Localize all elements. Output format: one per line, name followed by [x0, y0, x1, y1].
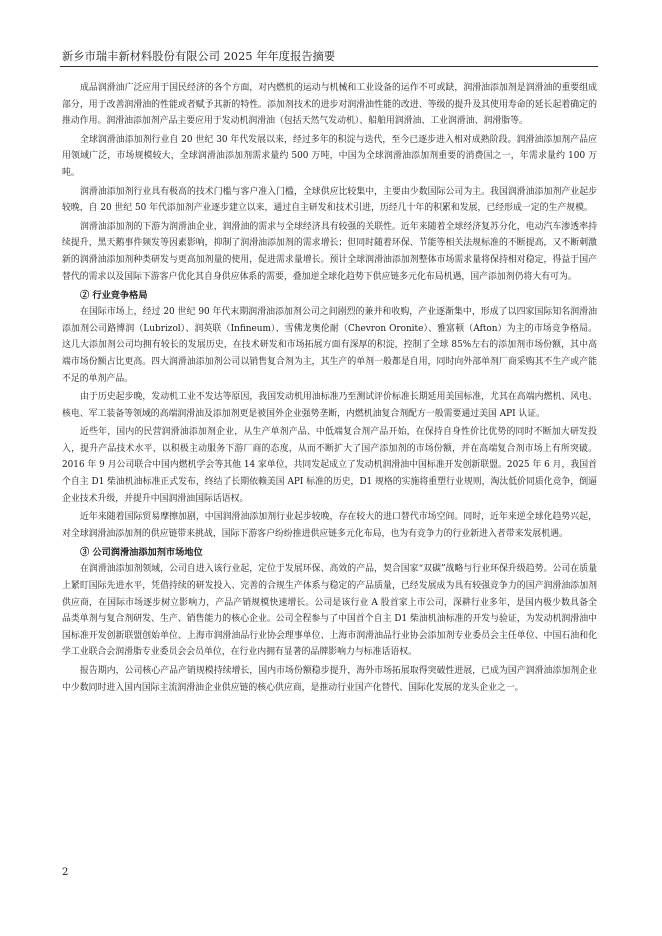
paragraph-international-market: 在国际市场上，经过 20 世纪 90 年代末期润滑油添加剂公司之间剧烈的兼并和收购，产业逐渐集中，形成了以四家国际知名润滑油添加剂公司路博润（Lubrizol）、润英联（Infineum）、雪佛龙奥伦耐（Chevron Oronite）、雅富顿（Afton）为主的市场竞争格局。这几大添加剂公司均拥有较长的发展历史，在技术研发和市场拓展方面有深厚的积淀，控制了全球 85%左右的添加剂市场份额，其中高端市场份额占比更高。四大润滑油添加剂公司以销售复合剂为主，其生产的单剂一般都是自用，同时向外部单剂厂商采购其不生产或产能不足的单剂产品。 [62, 307, 597, 384]
paragraph-private-enterprises: 近些年，国内的民营润滑油添加剂企业，从生产单剂产品、中低端复合剂产品开始，在保持自身性价比优势的同时不断加大研发投入，提升产品技术水平，以积极主动服务下游厂商的态度，从而不断扩大了国产添加剂的市场份额，并在高端复合剂市场上有所突破。2016 年 9 月公司联合中国内燃机学会等其他 14 家单位，共同发起成立了发动机润滑油中国标准开发创新联盟。2025 年 6 月，我国首个自主 D1 柴油机油标准正式发布，终结了长期依赖美国 API 标准的历史，D1 规格的实施将重塑行业规则，淘汰低价同质化竞争，倒逼企业技术升级，并提升中国润滑油国际话语权。 [62, 427, 597, 504]
paragraph-trade-friction: 近年来随着国际贸易摩擦加剧，中国润滑油添加剂行业起步较晚，存在较大的进口替代市场空间。同时，近年来逆全球化趋势兴起，对全球润滑油添加剂的供应链带来挑战，国际下游客户纷纷推进供应链多元化布局，也为有竞争力的行业新进入者带来发展机遇。 [62, 512, 597, 539]
header-rule [60, 66, 598, 67]
paragraph-downstream-demand: 润滑油添加剂的下游为润滑油企业，润滑油的需求与全球经济具有较强的关联性。近年来随着全球经济复苏分化，电动汽车渗透率持续提升，黑天鹅事件频发等因素影响，抑制了润滑油添加剂的需求增长；但同时随着环保、节能等相关法规标准的不断提高，又不断刺激新的润滑油添加剂种类研发与更高加剂量的使用，促进需求量增长。预计全球润滑油添加剂整体市场需求量将保持相对稳定，得益于国产替代的需求以及国际下游客户优化其自身供应体系的需要，叠加逆全球化趋势下供应链多元化布局机遇，国产添加剂仍将大有可为。 [62, 221, 597, 282]
page-header: 新乡市瑞丰新材料股份有限公司 2025 年年度报告摘要 [62, 50, 336, 63]
page-number: 2 [62, 867, 69, 878]
paragraph-lubricant-overview: 成品润滑油广泛应用于国民经济的各个方面，对内燃机的运动与机械和工业设备的运作不可或缺，润滑油添加剂是润滑油的重要组成部分，用于改善润滑油的性能或者赋予其新的特性。添加剂技术的进步对润滑油性能的改进、等级的提升及其使用寿命的延长起着确定的推动作用。润滑油添加剂产品主要应用于发动机润滑油（包括天然气发动机）、船舶用润滑油、工业润滑油、润滑脂等。 [62, 83, 597, 127]
section-heading-competition: ② 行业竞争格局 [80, 290, 148, 302]
paragraph-technical-barrier: 润滑油添加剂行业具有极高的技术门槛与客户准入门槛，全球供应比较集中，主要由少数国际公司为主。我国润滑油添加剂产业起步较晚，自 20 世纪 50 年代添加剂产业逐步建立以来，通过自主研发和技术引进，历经几十年的积累和发展，已经形成一定的生产规模。 [62, 186, 597, 214]
paragraph-global-industry: 全球润滑油添加剂行业自 20 世纪 30 年代发展以来，经过多年的积淀与迭代，至今已逐步进入相对成熟阶段。润滑油添加剂产品应用领域广泛，市场规模较大，全球润滑油添加剂需求量约 500 万吨，中国为全球润滑油添加剂重要的消费国之一，年需求量约 100 万吨。 [62, 134, 597, 178]
page-content [62, 80, 597, 698]
paragraph-domestic-standards: 由于历史起步晚，发动机工业不发达等原因，我国发动机用油标准乃至测试评价标准长期延用美国标准，尤其在高端内燃机、风电、核电、军工装备等领域的高端润滑油及添加剂更是被国外企业强势垄断，内燃机油复合剂配方一般需要通过美国 API 认证。 [62, 392, 597, 419]
section-heading-market-position: ③ 公司润滑油添加剂市场地位 [80, 547, 203, 559]
paragraph-reporting-period: 报告期内，公司核心产品产销规模持续增长，国内市场份额稳步提升，海外市场拓展取得突破性进展，已成为国产润滑油添加剂企业中少数同时进入国内国际主流润滑油企业供应链的核心供应商，是推动行业国产化替代、国际化发展的龙头企业之一。 [62, 666, 597, 693]
paragraph-company-position: 在润滑油添加剂领域，公司自进入该行业起，定位于发展环保、高效的产品，契合国家“双碳”战略与行业环保升级趋势。公司在质量上紧盯国际先进水平，凭借持续的研发投入、完善的合规生产体系与稳定的产品质量，已经发展成为具有较强竞争力的国产润滑油添加剂供应商，在国际市场逐步树立影响力，产品产销规模快速增长。公司是该行业 A 股首家上市公司，深耕行业多年，是国内极少数具备全品类单剂与复合剂研发、生产、销售能力的核心企业。公司全程参与了中国首个自主 D1 柴油机油标准的开发与验证，为发动机润滑油中国标准开发创新联盟创始单位、上海市润滑油品行业协会理事单位、上海市润滑油品行业协会添加剂专业委员会主任单位、中国石油和化学工业联合会润滑脂专业委员会会员单位，在行业内拥有显著的品牌影响力与标准话语权。 [62, 564, 597, 658]
